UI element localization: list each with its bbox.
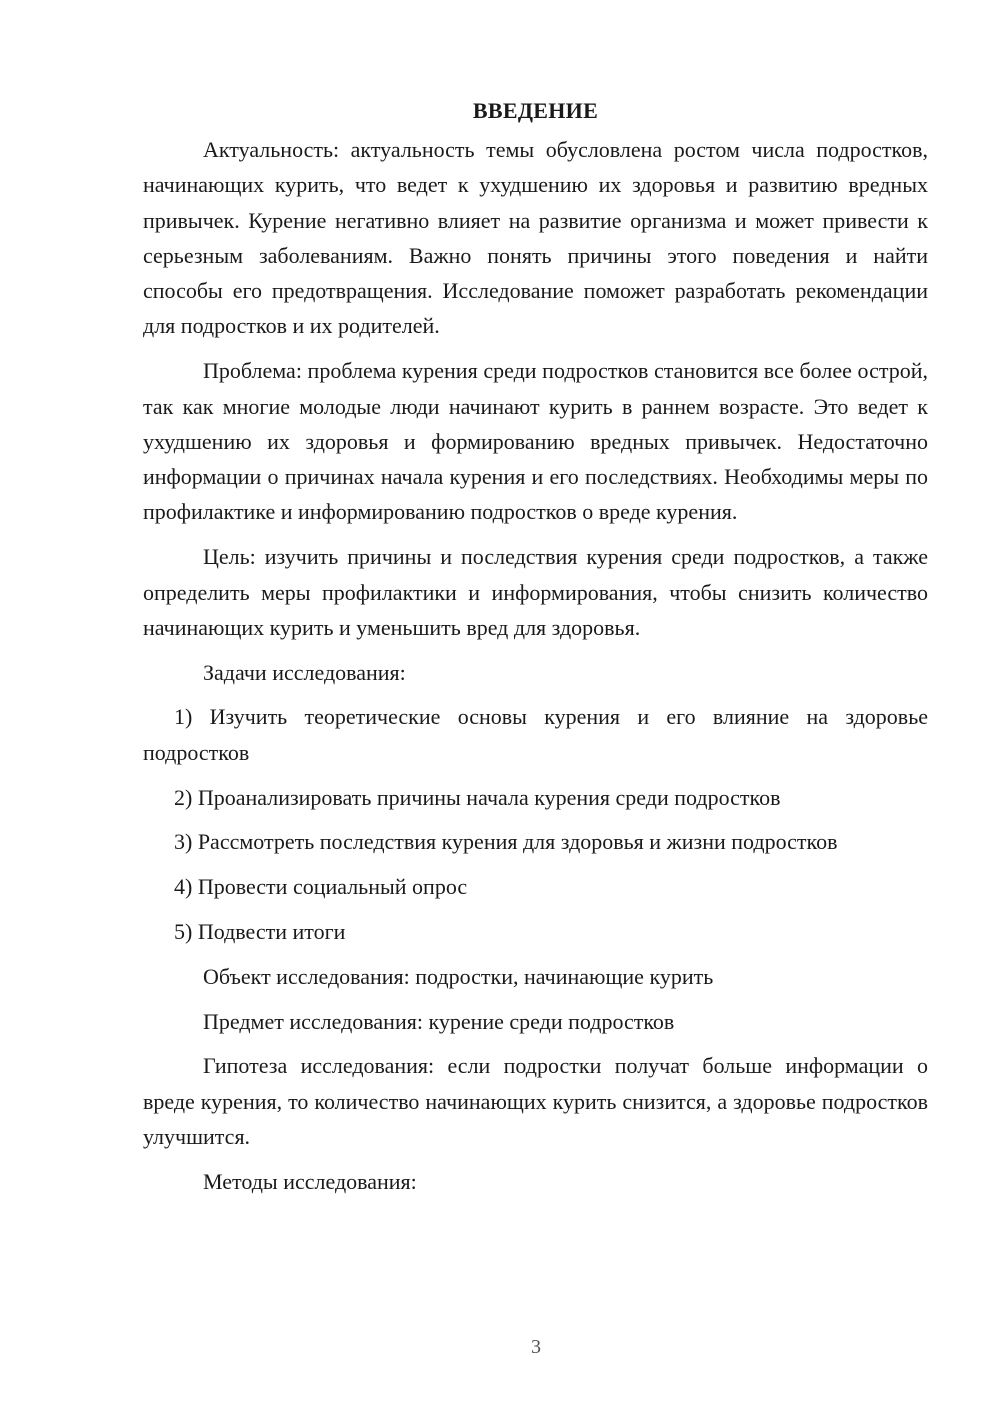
paragraph-problem: Проблема: проблема курения среди подростков становится все более острой, так как многие молодые люди начинают курить в раннем возрасте. Это ведет к ухудшению их здоровья и формированию вредных привычек. Недостаточно информации о причинах начала курения и его последствиях. Необходимы меры по профилактике и информированию подростков о вреде курения. xyxy=(143,358,928,525)
paragraph-object: Объект исследования: подростки, начинающие курить xyxy=(203,963,714,989)
page-content xyxy=(143,96,928,1209)
task-item-2: 2) Проанализировать причины начала курения среди подростков xyxy=(174,784,781,810)
methods-title: Методы исследования: xyxy=(203,1168,417,1194)
tasks-title: Задачи исследования: xyxy=(203,659,406,685)
page-number: 3 xyxy=(531,1336,541,1358)
task-item-1: 1) Изучить теоретические основы курения и его влияние на здоровье подростков xyxy=(143,704,928,765)
task-item-4: 4) Провести социальный опрос xyxy=(174,874,468,900)
paragraph-goal: Цель: изучить причины и последствия курения среди подростков, а также определить меры профилактики и информирования, чтобы снизить количество начинающих курить и уменьшить вред для здоровья. xyxy=(143,544,928,640)
task-item-5: 5) Подвести итоги xyxy=(174,918,346,944)
paragraph-hypothesis: Гипотеза исследования: если подростки получат больше информации о вреде курения, то количество начинающих курить снизится, а здоровье подростков улучшится. xyxy=(143,1053,928,1149)
page-title: ВВЕДЕНИЕ xyxy=(472,98,599,123)
task-item-3: 3) Рассмотреть последствия курения для здоровья и жизни подростков xyxy=(174,829,838,855)
paragraph-relevance: Актуальность: актуальность темы обусловлена ростом числа подростков, начинающих курить, что ведет к ухудшению их здоровья и развитию вредных привычек. Курение негативно влияет на развитие организма и может привести к серьезным заболеваниям. Важно понять причины этого поведения и найти способы его предотвращения. Исследование поможет разработать рекомендации для подростков и их родителей. xyxy=(143,137,928,339)
paragraph-subject: Предмет исследования: курение среди подростков xyxy=(203,1008,675,1034)
